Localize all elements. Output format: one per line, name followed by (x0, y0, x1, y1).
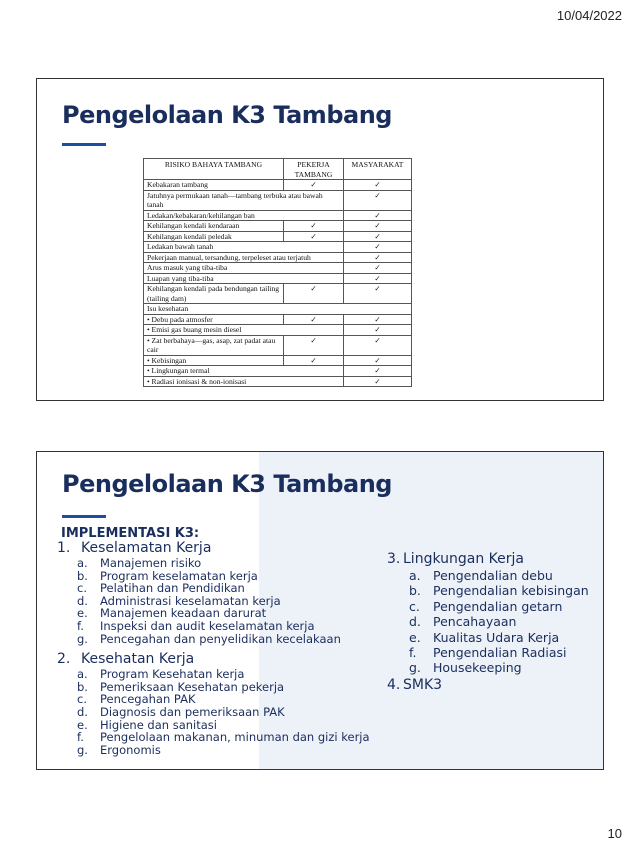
masyarakat-check: ✓ (344, 376, 412, 387)
section-number: 3. (387, 551, 401, 567)
masyarakat-check: ✓ (344, 366, 412, 377)
item-letter: g. (77, 631, 88, 646)
table-row (144, 376, 412, 387)
list-column-left (57, 540, 370, 756)
table-row (144, 325, 412, 336)
item-letter: g. (409, 660, 421, 676)
list-item (57, 557, 370, 570)
table-row (144, 355, 412, 366)
title-underline (62, 515, 106, 518)
page-number: 10 (607, 826, 622, 841)
item-text: Diagnosis dan pemeriksaan PAK (100, 704, 285, 719)
item-letter: f. (409, 645, 417, 661)
masyarakat-check: ✓ (344, 252, 412, 263)
table-row (144, 304, 412, 315)
risk-cell: Arus masuk yang tiba-tiba (144, 263, 344, 274)
table-row (144, 190, 412, 210)
section-heading (57, 540, 370, 557)
header-pekerja: PEKERJA TAMBANG (284, 159, 344, 180)
item-text: Higiene dan sanitasi (100, 717, 217, 732)
section-label: SMK3 (403, 676, 443, 693)
masyarakat-check: ✓ (344, 284, 412, 304)
item-text: Administrasi keselamatan kerja (100, 593, 281, 608)
risk-cell: Ledakan/kebakaran/kehilangan ban (144, 210, 344, 221)
pekerja-check: ✓ (284, 314, 344, 325)
table-row (144, 273, 412, 284)
list-item (387, 599, 589, 614)
section-label: Keselamatan Kerja (81, 540, 212, 556)
table-row (144, 180, 412, 191)
masyarakat-check: ✓ (344, 273, 412, 284)
risk-cell: Kehilangan kendali kendaraan (144, 221, 284, 232)
header-masyarakat: MASYARAKAT (344, 159, 412, 180)
item-letter: e. (409, 629, 421, 645)
table-row (144, 242, 412, 253)
risk-cell: • Radiasi ionisasi & non-ionisasi (144, 376, 344, 387)
masyarakat-check: ✓ (344, 263, 412, 274)
item-text: Pelatihan dan Pendidikan (100, 581, 245, 596)
slide-1 (36, 78, 604, 401)
risk-cell: Isu kesehatan (144, 304, 412, 315)
list-item (387, 660, 589, 675)
masyarakat-check: ✓ (344, 180, 412, 191)
item-letter: b. (77, 679, 88, 694)
item-text: Manajemen risiko (100, 556, 202, 570)
item-letter: a. (409, 568, 421, 583)
item-letter: g. (77, 742, 88, 757)
risk-cell: • Kebisingan (144, 355, 284, 366)
item-text: Program keselamatan kerja (100, 568, 258, 583)
item-letter: d. (77, 704, 88, 719)
risk-cell: Ledakan bawah tanah (144, 242, 344, 253)
table-row (144, 252, 412, 263)
item-text: Manajemen keadaan darurat (100, 606, 267, 621)
item-letter: f. (77, 618, 84, 633)
list-item (57, 633, 370, 646)
pekerja-check: ✓ (284, 221, 344, 232)
pekerja-check: ✓ (284, 180, 344, 191)
pekerja-check: ✓ (284, 231, 344, 242)
section-number: 1. (57, 540, 71, 556)
item-letter: c. (77, 692, 87, 707)
list-item (57, 706, 370, 719)
item-letter: b. (409, 583, 421, 599)
list-item (387, 583, 589, 598)
section-number: 2. (57, 651, 71, 668)
section-label: Kesehatan Kerja (81, 651, 195, 668)
risk-cell: Luapan yang tiba-tiba (144, 273, 344, 284)
section-heading (387, 550, 589, 568)
risk-cell: Kehilangan kendali peledak (144, 231, 284, 242)
item-text: Inspeksi dan audit keselamatan kerja (100, 618, 315, 633)
item-text: Pengendalian debu (433, 568, 553, 583)
table-row (144, 221, 412, 232)
masyarakat-check: ✓ (344, 335, 412, 355)
table-row (144, 335, 412, 355)
slide-title: Pengelolaan K3 Tambang (62, 470, 392, 498)
table-row (144, 314, 412, 325)
item-text: Program Kesehatan kerja (100, 667, 245, 682)
item-text: Housekeeping (433, 660, 522, 676)
item-letter: e. (77, 717, 88, 732)
masyarakat-check: ✓ (344, 355, 412, 366)
risk-cell: • Lingkungan termal (144, 366, 344, 377)
item-letter: c. (77, 581, 87, 596)
slide-2 (36, 451, 604, 770)
item-text: Pengelolaan makanan, minuman dan gizi kerja (100, 730, 370, 745)
table-row (144, 210, 412, 221)
table-row (144, 231, 412, 242)
item-text: Pengendalian getarn (433, 598, 563, 614)
section-label: Lingkungan Kerja (403, 551, 524, 567)
masyarakat-check: ✓ (344, 242, 412, 253)
item-text: Pencegahan dan penyelidikan kecelakaan (100, 631, 341, 646)
risk-cell: Pekerjaan manual, tersandung, terpeleset atau terjatuh (144, 252, 344, 263)
item-letter: f. (77, 730, 84, 745)
masyarakat-check: ✓ (344, 210, 412, 221)
date: 10/04/2022 (556, 8, 622, 23)
section-heading (387, 676, 589, 694)
list-item (387, 568, 589, 583)
risk-cell: Jatuhnya permukaan tanah—tambang terbuka atau bawah tanah (144, 190, 344, 210)
item-text: Kualitas Udara Kerja (433, 629, 560, 645)
list-item (387, 630, 589, 645)
masyarakat-check: ✓ (344, 314, 412, 325)
risk-cell: • Emisi gas buang mesin diesel (144, 325, 344, 336)
table-row (144, 366, 412, 377)
masyarakat-check: ✓ (344, 190, 412, 210)
pekerja-check: ✓ (284, 355, 344, 366)
risk-cell: Kehilangan kendali pada bendungan tailing (tailing dam) (144, 284, 284, 304)
title-underline (62, 143, 106, 146)
risk-cell: • Debu pada atmosfer (144, 314, 284, 325)
slide-title: Pengelolaan K3 Tambang (62, 101, 392, 129)
item-text: Pengendalian Radiasi (433, 645, 567, 661)
list-item (57, 582, 370, 595)
list-item (57, 668, 370, 681)
item-letter: c. (409, 598, 420, 614)
risk-cell: Kebakaran tambang (144, 180, 284, 191)
item-text: Pencegahan PAK (100, 692, 196, 707)
item-text: Pengendalian kebisingan (433, 583, 589, 599)
item-text: Pemeriksaan Kesehatan pekerja (100, 679, 285, 694)
section-number: 4. (387, 676, 401, 693)
item-letter: d. (77, 593, 88, 608)
section-heading (57, 651, 370, 668)
list-item (57, 620, 370, 633)
item-letter: e. (77, 606, 88, 621)
item-letter: d. (409, 614, 421, 630)
table-row (144, 263, 412, 274)
masyarakat-check: ✓ (344, 325, 412, 336)
list-item (57, 744, 370, 757)
item-letter: a. (77, 556, 88, 570)
pekerja-check: ✓ (284, 284, 344, 304)
item-text: Ergonomis (100, 742, 161, 757)
item-text: Pencahayaan (433, 614, 517, 630)
list-column-right (387, 550, 589, 694)
list-item (57, 731, 370, 744)
masyarakat-check: ✓ (344, 231, 412, 242)
risk-table (143, 158, 412, 387)
header-risk: RISIKO BAHAYA TAMBANG (144, 159, 284, 180)
list-item (387, 614, 589, 629)
table-row (144, 284, 412, 304)
list-item (387, 645, 589, 660)
masyarakat-check: ✓ (344, 221, 412, 232)
implementation-heading: IMPLEMENTASI K3: (61, 526, 200, 541)
risk-cell: • Zat berbahaya—gas, asap, zat padat atau cair (144, 335, 284, 355)
pekerja-check: ✓ (284, 335, 344, 355)
item-letter: b. (77, 568, 88, 583)
item-letter: a. (77, 667, 88, 682)
